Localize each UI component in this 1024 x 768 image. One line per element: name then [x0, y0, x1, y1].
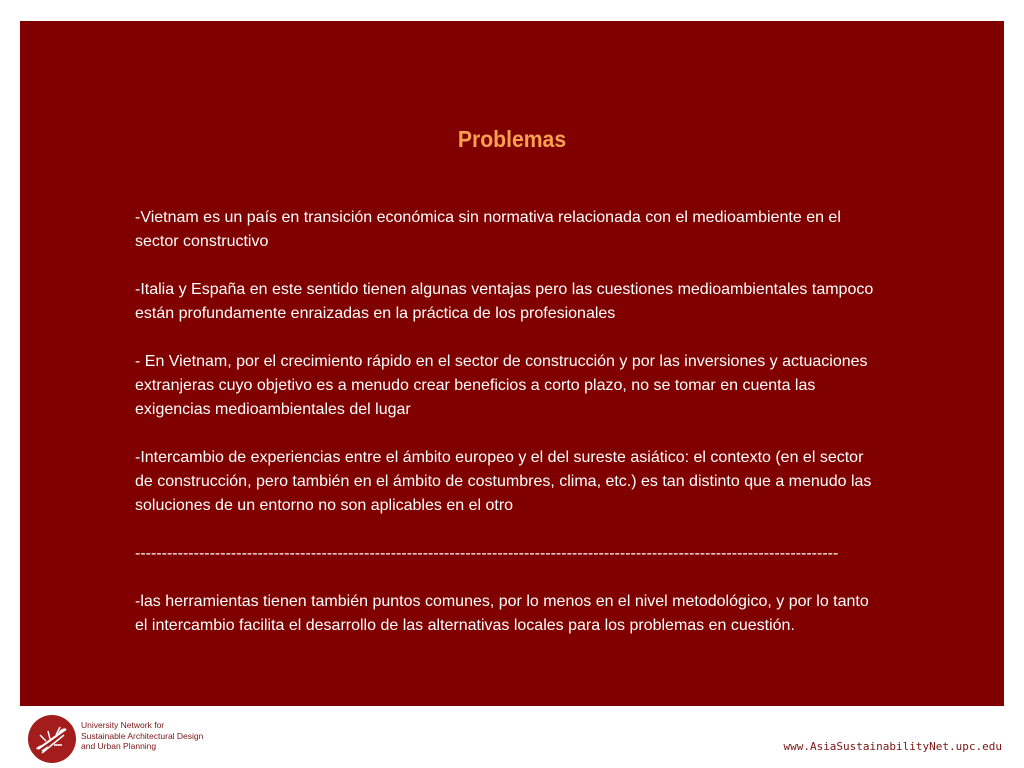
- paragraph-italy-spain: -Italia y España en este sentido tienen algunas ventajas pero las cuestiones medioambientales tampoco están profundamente enraizadas en la práctica de los profesionales: [135, 281, 874, 322]
- bamboo-logo-icon: [28, 715, 76, 763]
- org-line: University Network for: [81, 720, 165, 730]
- org-line: and Urban Planning: [81, 741, 157, 751]
- slide-title: Problemas: [457, 126, 567, 152]
- organization-name: [81, 720, 203, 752]
- paragraph-tools: -las herramientas tienen también puntos comunes, por lo menos en el nivel metodológico, y por lo tanto el intercambio facilita el desarrollo de las alternativas locales para los problemas en cuestión.: [135, 593, 869, 634]
- org-line: Sustainable Architectural Design: [81, 730, 204, 741]
- dashed-divider: ------------------------------------------------------------------------------------------------------------------------------------: [135, 545, 839, 562]
- paragraph-exchange: -Intercambio de experiencias entre el ámbito europeo y el del sureste asiático: el contexto (en el sector de construcción, pero también en el ámbito de costumbres, clima, etc.) es tan distinto que a menudo las soluciones de un entorno no son aplicables en el otro: [135, 449, 872, 514]
- slide-body: [135, 206, 875, 662]
- paragraph-vietnam-growth: - En Vietnam, por el crecimiento rápido en el sector de construcción y por las inversiones y actuaciones extranjeras cuyo objetivo es a menudo crear beneficios a corto plazo, no se tomar en cuenta las exigencias medioambientales del lugar: [135, 353, 868, 418]
- website-url[interactable]: www.AsiaSustainabilityNet.upc.edu: [783, 740, 1002, 753]
- paragraph-vietnam-transition: -Vietnam es un país en transición económica sin normativa relacionada con el medioambiente en el sector constructivo: [135, 209, 841, 250]
